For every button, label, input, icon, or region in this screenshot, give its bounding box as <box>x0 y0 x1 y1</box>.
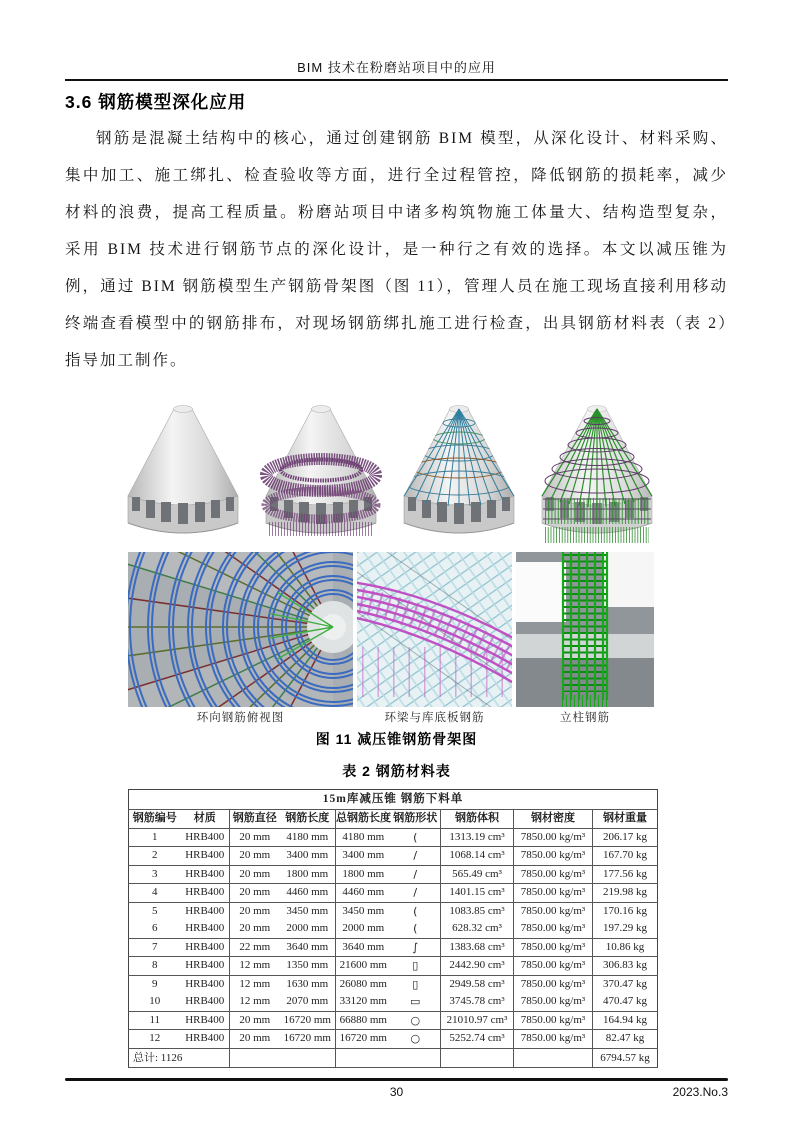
table-cell: 1068.14 cm³ <box>441 847 514 866</box>
table-cell: 3640 mm <box>280 938 336 957</box>
table-cell: 628.32 cm³ <box>441 920 514 938</box>
table-cell: 470.47 kg <box>593 993 658 1011</box>
running-header <box>65 57 728 81</box>
col-header-material: 材质 <box>181 810 230 829</box>
table-cell: HRB400 <box>181 993 230 1011</box>
table-cell: 4180 mm <box>336 828 391 847</box>
cone-full-rebar-svg <box>529 393 667 548</box>
column-rebar-image <box>516 552 654 707</box>
table-cell: 9 <box>152 977 158 990</box>
table-caption: 表 2 钢筋材料表 <box>342 763 451 779</box>
table-cell: 5 <box>152 904 158 917</box>
table-cell: 2000 mm <box>336 920 391 938</box>
table-cell: 12 mm <box>239 977 271 990</box>
table-cell: 4180 mm <box>280 828 336 847</box>
cone-ring-beam-rebar-image <box>253 393 391 548</box>
table-row <box>129 1030 658 1049</box>
running-header-title: BIM 技术在粉磨站项目中的应用 <box>297 60 496 75</box>
table-cell: 1313.19 cm³ <box>441 828 514 847</box>
table-cell: 12 mm <box>230 957 280 976</box>
table-cell: 2070 mm <box>280 993 336 1011</box>
table-cell: 12 mm <box>230 993 280 1011</box>
rebar-shape-glyph: ( <box>391 902 441 920</box>
page-footer <box>65 1078 728 1105</box>
table-cell: 10 <box>129 993 181 1011</box>
table-row <box>129 847 658 866</box>
table-cell: 7850.00 kg/m³ <box>514 902 593 920</box>
table-cell: HRB400 <box>181 1030 230 1049</box>
table-cell: 26080 mm <box>339 977 387 990</box>
table-cell: 2000 mm <box>280 920 336 938</box>
table-cell: 7850.00 kg/m³ <box>514 847 593 866</box>
table-cell: 20 mm <box>230 1030 280 1049</box>
table-cell: HRB400 <box>181 828 230 847</box>
table-cell: 3450 mm <box>342 904 385 917</box>
page <box>65 0 728 1105</box>
col-header-weight: 钢材重量 <box>593 810 658 829</box>
table-cell: 3400 mm <box>336 847 391 866</box>
table-cell <box>336 1048 441 1067</box>
table-cell: 5252.74 cm³ <box>441 1030 514 1049</box>
table-cell: 206.17 kg <box>593 828 658 847</box>
table-cell: 164.94 kg <box>593 1011 658 1030</box>
table-cell: 20 mm <box>230 865 280 884</box>
table-cell: 565.49 cm³ <box>441 865 514 884</box>
table-cell: 6 <box>129 920 181 938</box>
table-cell: 22 mm <box>230 938 280 957</box>
footer-rule <box>65 1078 728 1081</box>
table-total-row <box>129 1048 658 1067</box>
table-cell <box>441 1048 514 1067</box>
rebar-shape-glyph: / <box>391 847 441 866</box>
total-weight: 6794.57 kg <box>593 1048 658 1067</box>
rebar-shape-glyph: ▯ <box>391 957 441 976</box>
table-cell: 16720 mm <box>336 1030 391 1049</box>
col-header-length: 钢筋长度 <box>280 810 336 829</box>
subcaption-ring-beam: 环梁与库底板钢筋 <box>384 712 485 724</box>
table-title: 15m库减压锥 钢筋下料单 <box>129 790 658 810</box>
col-header-volume: 钢筋体积 <box>441 810 514 829</box>
body-paragraph: 钢筋是混凝土结构中的核心，通过创建钢筋 BIM 模型，从深化设计、材料采购、集中加工、施工绑扎、检查验收等方面，进行全过程管控，降低钢筋的损耗率，减少材料的浪费，提高工程质量。粉磨站项目中诸多构筑物施工体量大、结构造型复杂，采用 BIM 技术进行钢筋节点的深化设计，是一种行之有效的选择。本文以减压锥为例，通过 BIM 钢筋模型生产钢筋骨架图（图 11），管理人员在施工现场直接利用移动终端查看模型中的钢筋排布，对现场钢筋绑扎施工进行检查，出具钢筋材料表（表 2）指导加工制作。 <box>65 130 728 369</box>
table-cell: HRB400 <box>181 1011 230 1030</box>
table-cell: 370.47 kg <box>603 977 647 990</box>
table-cell: 7850.00 kg/m³ <box>514 938 593 957</box>
figure-top-row <box>115 393 728 548</box>
table-cell: HRB400 <box>181 884 230 903</box>
ring-beam-slab-rebar-image <box>357 552 512 707</box>
ring-beam-slab-rebar-svg <box>357 552 512 707</box>
page-number: 30 <box>389 1084 404 1099</box>
table-cell: 1083.85 cm³ <box>441 902 514 920</box>
table-row <box>129 884 658 903</box>
table-row <box>129 993 658 1011</box>
subcaption-plan-view: 环向钢筋俯视图 <box>196 712 285 724</box>
rebar-shape-glyph: ∫ <box>391 938 441 957</box>
figure-subcaptions <box>128 709 728 725</box>
table-header-row <box>129 810 658 829</box>
table-cell: 1383.68 cm³ <box>441 938 514 957</box>
rebar-shape-glyph: ○ <box>391 1030 441 1049</box>
rebar-shape-glyph: ○ <box>391 1011 441 1030</box>
table-cell: 3400 mm <box>280 847 336 866</box>
column-rebar-svg <box>516 552 654 707</box>
table-row <box>129 1011 658 1030</box>
table-cell: 1800 mm <box>336 865 391 884</box>
figure-bottom-row <box>128 552 728 707</box>
table-cell: 20 mm <box>230 1011 280 1030</box>
total-label: 总计: 1126 <box>129 1048 230 1067</box>
table-row <box>129 957 658 976</box>
table-row <box>129 938 658 957</box>
section-heading: 3.6 钢筋模型深化应用 <box>65 92 247 112</box>
table-cell: 4460 mm <box>336 884 391 903</box>
table-cell: 219.98 kg <box>593 884 658 903</box>
table-cell: HRB400 <box>181 847 230 866</box>
figure-11 <box>65 393 728 749</box>
table-cell: 33120 mm <box>336 993 391 1011</box>
table-cell: 7850.00 kg/m³ <box>514 993 593 1011</box>
cone-full-rebar-image <box>529 393 667 548</box>
rebar-material-table <box>128 789 658 1068</box>
table-row <box>129 828 658 847</box>
table-cell: 20 mm <box>230 920 280 938</box>
rebar-shape-glyph: ( <box>391 920 441 938</box>
table-cell: HRB400 <box>181 920 230 938</box>
table-cell: 2 <box>129 847 181 866</box>
table-cell: 20 mm <box>239 904 271 917</box>
table-cell: HRB400 <box>181 938 230 957</box>
table-cell: 7850.00 kg/m³ <box>514 1011 593 1030</box>
table-cell: 21600 mm <box>336 957 391 976</box>
table-cell: 2442.90 cm³ <box>441 957 514 976</box>
table-cell: 1800 mm <box>280 865 336 884</box>
table-cell: 7850.00 kg/m³ <box>514 828 593 847</box>
table-title-row <box>129 790 658 810</box>
table-cell: 20 mm <box>230 828 280 847</box>
col-header-shape: 钢筋形状 <box>391 810 441 829</box>
table-cell: 12 <box>129 1030 181 1049</box>
table-cell <box>514 1048 593 1067</box>
table-cell: 3 <box>129 865 181 884</box>
table-cell: 170.16 kg <box>603 904 647 917</box>
col-header-total-length: 总钢筋长度 <box>336 810 391 829</box>
rebar-shape-glyph: ( <box>391 828 441 847</box>
table-cell: HRB400 <box>181 865 230 884</box>
table-cell <box>230 1048 336 1067</box>
cone-surface-rebar-image <box>391 393 529 548</box>
table-row <box>129 920 658 938</box>
rebar-shape-glyph: ▭ <box>391 993 441 1011</box>
col-header-rebar-no: 钢筋编号 <box>129 810 181 829</box>
rebar-shape-glyph: / <box>391 865 441 884</box>
table-cell: 21010.97 cm³ <box>441 1011 514 1030</box>
table-cell: 8 <box>129 957 181 976</box>
cone-ring-beam-rebar-svg <box>253 393 391 548</box>
cone-surface-rebar-svg <box>391 393 529 548</box>
table-cell: 20 mm <box>230 847 280 866</box>
rebar-shape-glyph: ▯ <box>391 975 441 993</box>
table-cell: 3450 mm <box>280 902 336 920</box>
table-cell: 7850.00 kg/m³ <box>514 1030 593 1049</box>
issue-label: 2023.No.3 <box>672 1084 728 1099</box>
table-cell: 1401.15 cm³ <box>441 884 514 903</box>
table-cell: 11 <box>129 1011 181 1030</box>
table-cell: 3640 mm <box>336 938 391 957</box>
table-cell: 16720 mm <box>280 1030 336 1049</box>
table-cell: 1630 mm <box>280 975 336 993</box>
table-cell: 66880 mm <box>336 1011 391 1030</box>
subcaption-column: 立柱钢筋 <box>560 712 610 724</box>
rebar-shape-glyph: / <box>391 884 441 903</box>
table-cell: 16720 mm <box>280 1011 336 1030</box>
table-cell: 7850.00 kg/m³ <box>514 865 593 884</box>
table-cell: 10.86 kg <box>593 938 658 957</box>
hoop-rebar-plan-view-svg <box>128 552 353 707</box>
table-cell: 3745.78 cm³ <box>441 993 514 1011</box>
table-cell: 7850.00 kg/m³ <box>514 920 593 938</box>
col-header-diameter: 钢筋直径 <box>230 810 280 829</box>
table-cell: HRB400 <box>181 957 230 976</box>
table-cell: 4 <box>129 884 181 903</box>
table-cell: 1350 mm <box>280 957 336 976</box>
table-cell: 177.56 kg <box>593 865 658 884</box>
cone-concrete-model-svg <box>115 393 253 548</box>
table-row <box>129 865 658 884</box>
table-cell: 2949.58 cm³ <box>441 975 514 993</box>
table-row <box>129 975 658 993</box>
cone-concrete-model-image <box>115 393 253 548</box>
col-header-density: 钢材密度 <box>514 810 593 829</box>
table-cell: HRB400 <box>181 975 230 993</box>
table-cell: 1 <box>129 828 181 847</box>
table-cell: 7850.00 kg/m³ <box>514 957 593 976</box>
table-cell: HRB400 <box>181 902 230 920</box>
table-cell: 7 <box>129 938 181 957</box>
figure-caption: 图 11 减压锥钢筋骨架图 <box>315 731 478 747</box>
table-body <box>129 828 658 1048</box>
table-cell: 167.70 kg <box>593 847 658 866</box>
table-row <box>129 902 658 920</box>
table-cell: 7850.00 kg/m³ <box>514 884 593 903</box>
table-cell: 82.47 kg <box>593 1030 658 1049</box>
table-cell: 4460 mm <box>280 884 336 903</box>
table-cell: 20 mm <box>230 884 280 903</box>
table-cell: 306.83 kg <box>593 957 658 976</box>
table-cell: 7850.00 kg/m³ <box>514 975 593 993</box>
hoop-rebar-plan-view-image <box>128 552 353 707</box>
table-cell: 197.29 kg <box>593 920 658 938</box>
